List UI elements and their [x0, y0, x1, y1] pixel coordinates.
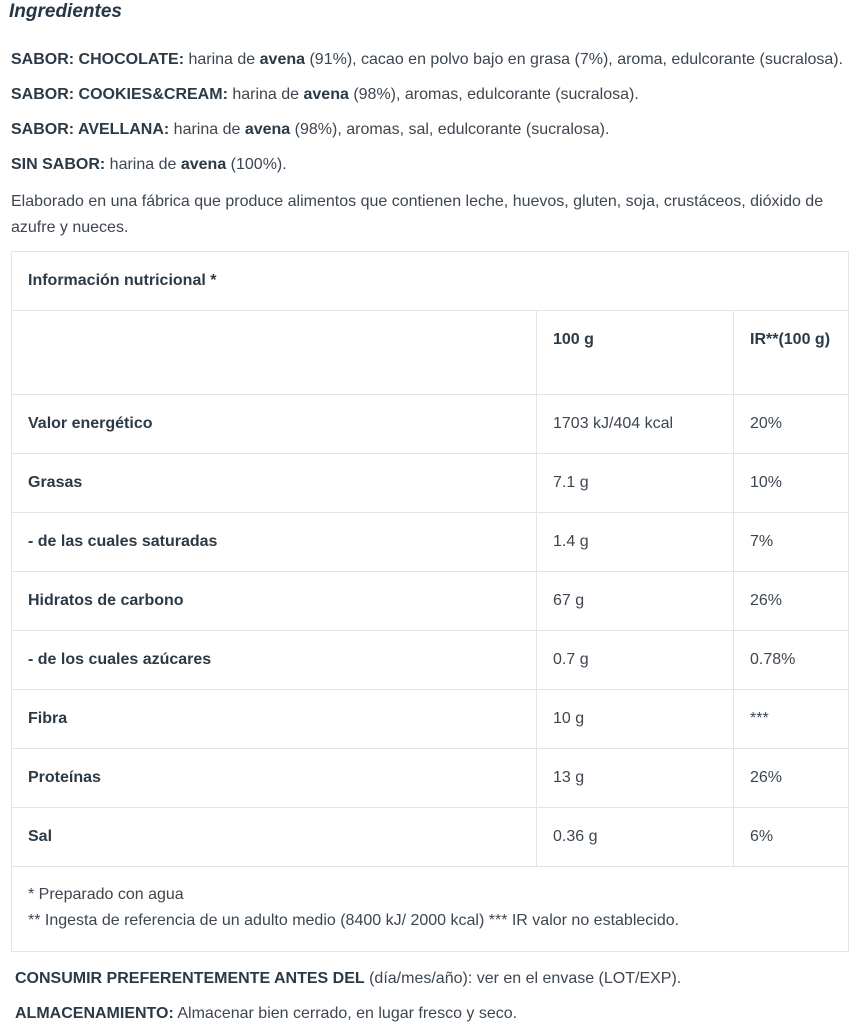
nutrient-ir: 7%	[733, 513, 848, 571]
nutrition-table	[11, 251, 849, 952]
flavor-line-cookies: SABOR: COOKIES&CREAM: harina de avena (98%), aromas, edulcorante (sucralosa).	[11, 86, 639, 103]
best-before-label: CONSUMIR PREFERENTEMENTE ANTES DEL	[15, 970, 365, 987]
nutrient-ir: 20%	[733, 395, 848, 453]
flavor-label: SABOR: CHOCOLATE:	[11, 51, 185, 68]
nutrient-name: Sal	[28, 828, 53, 845]
nutrient-ir: 0.78%	[733, 631, 848, 689]
nutrient-ir: 26%	[733, 572, 848, 630]
column-header-ir: IR**(100 g)	[733, 311, 848, 394]
column-header-empty	[12, 311, 536, 394]
nutrient-name: - de las cuales saturadas	[28, 533, 218, 550]
nutrition-footnotes-row	[12, 866, 848, 951]
nutrient-ir: 6%	[733, 808, 848, 866]
nutrient-per100: 1703 kJ/404 kcal	[536, 395, 733, 453]
table-row	[12, 453, 848, 512]
nutrient-per100: 1.4 g	[536, 513, 733, 571]
nutrient-per100: 0.7 g	[536, 631, 733, 689]
table-row	[12, 394, 848, 453]
column-header-row	[12, 310, 848, 394]
nutrient-per100: 7.1 g	[536, 454, 733, 512]
flavor-line-sin-sabor: SIN SABOR: harina de avena (100%).	[11, 156, 287, 173]
nutrient-per100: 10 g	[536, 690, 733, 748]
flavor-line-avellana: SABOR: AVELLANA: harina de avena (98%), aromas, sal, edulcorante (sucralosa).	[11, 121, 610, 138]
allergen-note: Elaborado en una fábrica que produce alimentos que contienen leche, huevos, gluten, soja, crustáceos, dióxido de azufre y nueces.	[11, 193, 824, 236]
footnote-prepared: * Preparado con agua	[28, 886, 184, 903]
nutrient-ir: 26%	[733, 749, 848, 807]
table-row	[12, 748, 848, 807]
nutrition-title-row	[12, 252, 848, 310]
nutrient-name: Hidratos de carbono	[28, 592, 184, 609]
flavor-label: SIN SABOR:	[11, 156, 106, 173]
nutrition-footnotes	[12, 867, 848, 951]
table-row	[12, 689, 848, 748]
nutrient-name: Valor energético	[28, 415, 153, 432]
column-header-100g: 100 g	[536, 311, 733, 394]
table-row	[12, 630, 848, 689]
nutrient-ir: 10%	[733, 454, 848, 512]
table-row	[12, 807, 848, 866]
nutrient-ir: ***	[733, 690, 848, 748]
flavor-line-chocolate: SABOR: CHOCOLATE: harina de avena (91%), cacao en polvo bajo en grasa (7%), aroma, edulcorante (sucralosa).	[11, 51, 844, 68]
nutrient-name: Fibra	[28, 710, 68, 727]
nutrition-title: Información nutricional *	[28, 272, 217, 289]
flavor-label: SABOR: AVELLANA:	[11, 121, 170, 138]
nutrient-name: Grasas	[28, 474, 83, 491]
storage-line: ALMACENAMIENTO: Almacenar bien cerrado, en lugar fresco y seco.	[15, 1005, 518, 1022]
nutrient-per100: 67 g	[536, 572, 733, 630]
best-before-line: CONSUMIR PREFERENTEMENTE ANTES DEL (día/mes/año): ver en el envase (LOT/EXP).	[15, 970, 682, 987]
nutrient-per100: 0.36 g	[536, 808, 733, 866]
nutrient-name: - de los cuales azúcares	[28, 651, 212, 668]
table-row	[12, 512, 848, 571]
storage-label: ALMACENAMIENTO:	[15, 1005, 174, 1022]
footnote-reference-intake: ** Ingesta de referencia de un adulto medio (8400 kJ/ 2000 kcal) *** IR valor no establecido.	[28, 912, 680, 929]
ingredients-heading: Ingredientes	[9, 1, 122, 22]
flavor-label: SABOR: COOKIES&CREAM:	[11, 86, 228, 103]
table-row	[12, 571, 848, 630]
nutrient-per100: 13 g	[536, 749, 733, 807]
nutrient-name: Proteínas	[28, 769, 101, 786]
